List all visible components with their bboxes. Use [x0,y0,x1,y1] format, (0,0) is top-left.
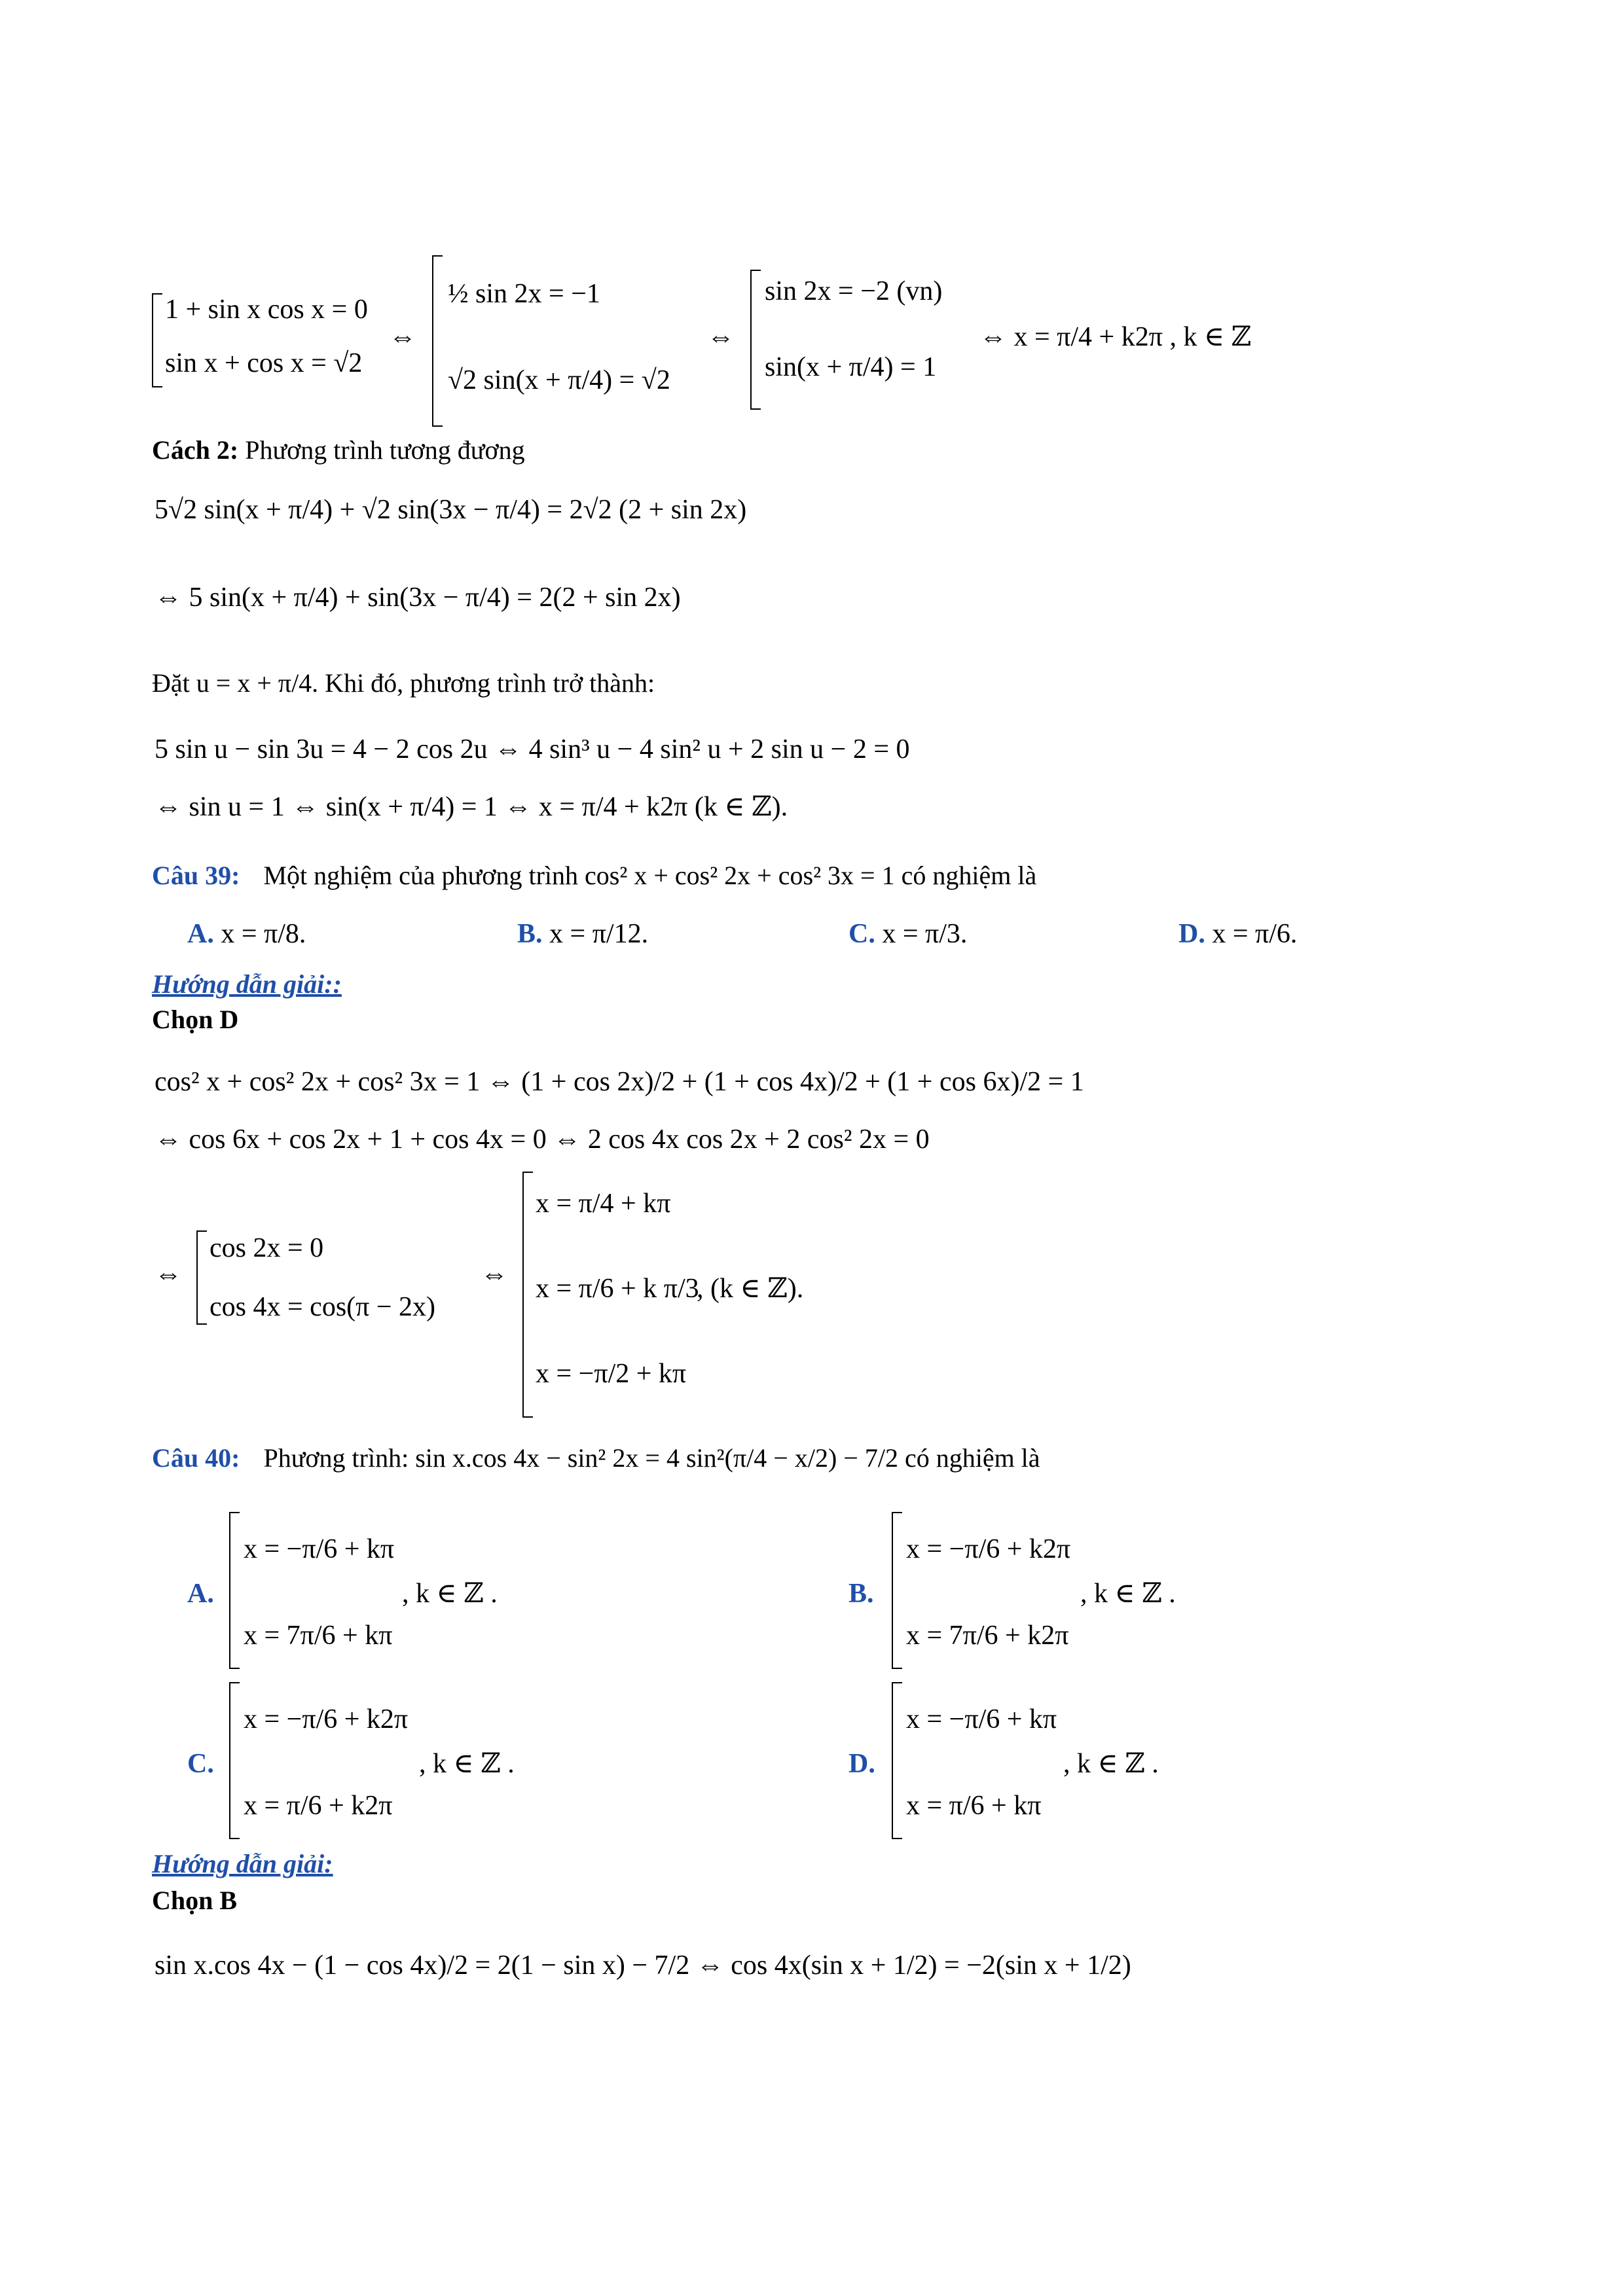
equation-line: sin(x + π/4) = 1 [765,352,937,382]
option-root: x = π/6 + kπ [906,1791,1042,1821]
option-tail: , k ∈ ℤ . [419,1749,515,1779]
option-b[interactable]: B. [848,1579,874,1609]
question-text: Một nghiệm của phương trình cos² x + cos² 2x + cos² 3x = 1 có nghiệm là [263,861,1037,890]
option-root: x = 7π/6 + kπ [244,1621,393,1651]
bracket [522,1172,533,1418]
method-label: Cách 2: [152,435,239,465]
option-tail: , k ∈ ℤ . [402,1579,498,1609]
option-root: x = π/6 + k2π [244,1791,393,1821]
question-text: Phương trình: sin x.cos 4x − sin² 2x = 4 sin²(π/4 − x/2) − 7/2 có nghiệm là [263,1443,1040,1473]
option-d[interactable]: D. x = π/6. [1178,919,1298,949]
equation-line: x = π/4 + kπ [536,1189,671,1219]
equivalence-symbol: ⇔ [155,1259,182,1289]
option-c[interactable]: C. [187,1749,214,1779]
question-40 [152,1445,1040,1471]
bracket [152,293,162,387]
question-39 [152,863,1036,889]
equation-line: 5 sin u − sin 3u = 4 − 2 cos 2u ⇔ 4 sin³ u − 4 sin² u + 2 sin u − 2 = 0 [155,734,910,764]
equation-line: x = π/6 + k π/3 [536,1274,699,1304]
equation-line: ⇔ sin u = 1 ⇔ sin(x + π/4) = 1 ⇔ x = π/4 + k2π (k ∈ ℤ). [155,792,788,822]
equivalence-symbol: ⇔ [707,322,735,352]
bracket [892,1682,902,1839]
equation-line: , (k ∈ ℤ). [697,1274,804,1304]
substitution-text: Đặt u = x + π/4. Khi đó, phương trình trở thành: [152,668,655,698]
option-b[interactable]: B. x = π/12. [517,919,649,949]
bracket [432,255,443,427]
equivalence-symbol: ⇔ [389,322,416,352]
option-c[interactable]: C. x = π/3. [848,919,968,949]
option-root: x = −π/6 + k2π [906,1534,1071,1564]
option-a[interactable]: A. [187,1579,214,1609]
option-d[interactable]: D. [848,1749,875,1779]
equation-line: ⇔ cos 6x + cos 2x + 1 + cos 4x = 0 ⇔ 2 cos 4x cos 2x + 2 cos² 2x = 0 [155,1124,930,1155]
equation-line: cos 4x = cos(π − 2x) [210,1292,436,1322]
equation-line: 1 + sin x cos x = 0 [165,295,368,325]
solution-guide-link[interactable]: Hướng dẫn giải: [152,1849,333,1878]
equation-line: ⇔ x = π/4 + k2π , k ∈ ℤ [979,322,1252,352]
bracket [229,1512,240,1669]
bracket [750,270,761,410]
equation-line: sin 2x = −2 (vn) [765,276,943,306]
equation-line: cos 2x = 0 [210,1233,324,1263]
solution-guide-link[interactable]: Hướng dẫn giải:: [152,969,342,999]
method-heading [152,437,525,463]
option-tail: , k ∈ ℤ . [1063,1749,1159,1779]
answer-choice: Chọn D [152,1005,239,1034]
option-root: x = −π/6 + kπ [906,1704,1057,1734]
bracket [229,1682,240,1839]
equation-line: ½ sin 2x = −1 [448,279,600,309]
option-a[interactable]: A. x = π/8. [187,919,306,949]
answer-choice: Chọn B [152,1886,238,1915]
equation-line: sin x + cos x = √2 [165,348,363,378]
question-label: Câu 39: [152,861,240,890]
equation-line: √2 sin(x + π/4) = √2 [448,365,670,395]
method-text: Phương trình tương đương [245,435,525,465]
equation-line: ⇔ 5 sin(x + π/4) + sin(3x − π/4) = 2(2 + sin 2x) [155,583,681,613]
option-root: x = −π/6 + k2π [244,1704,409,1734]
option-root: x = −π/6 + kπ [244,1534,395,1564]
equation-line: 5√2 sin(x + π/4) + √2 sin(3x − π/4) = 2√2 (2 + sin 2x) [155,495,747,525]
bracket [892,1512,902,1669]
bracket [196,1230,207,1325]
option-root: x = 7π/6 + k2π [906,1621,1069,1651]
equivalence-symbol: ⇔ [481,1259,508,1289]
option-tail: , k ∈ ℤ . [1080,1579,1176,1609]
equation-line: cos² x + cos² 2x + cos² 3x = 1 ⇔ (1 + cos 2x)/2 + (1 + cos 4x)/2 + (1 + cos 6x)/2 = 1 [155,1067,1084,1097]
equation-line: sin x.cos 4x − (1 − cos 4x)/2 = 2(1 − sin x) − 7/2 ⇔ cos 4x(sin x + 1/2) = −2(sin x + 1/2) [155,1950,1131,1981]
question-label: Câu 40: [152,1443,240,1473]
equation-line: x = −π/2 + kπ [536,1359,687,1389]
